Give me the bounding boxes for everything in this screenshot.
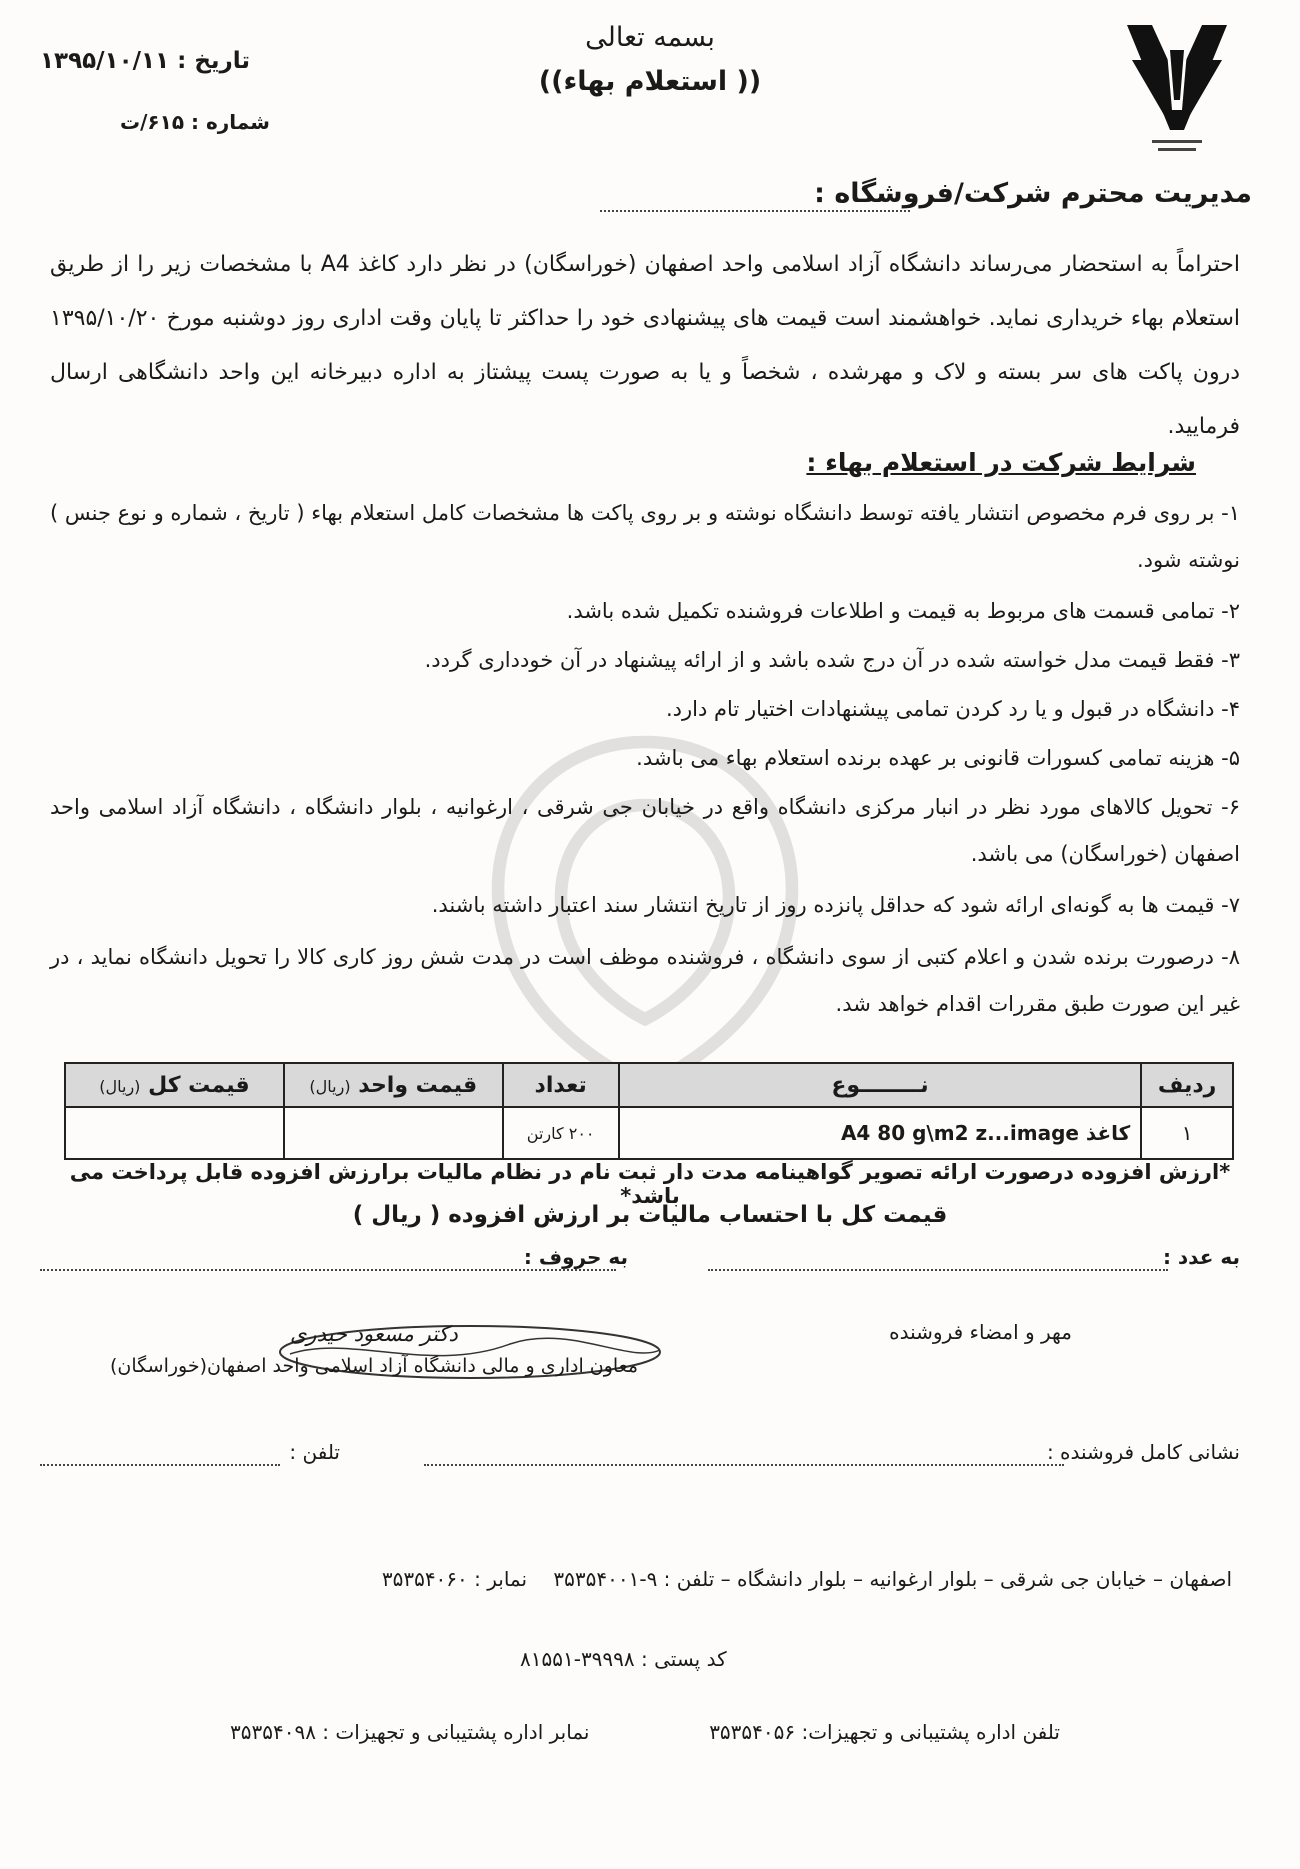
footer-fax: نمابر : ۳۵۳۵۴۰۶۰ <box>381 1567 528 1591</box>
seller-seal-label: مهر و امضاء فروشنده <box>889 1320 1072 1344</box>
condition-item-5: ۵- هزینه تمامی کسورات قانونی بر عهده برنده استعلام بهاء می باشد. <box>636 746 1240 770</box>
document-title: (( استعلام بهاء)) <box>538 66 762 97</box>
table-header-row <box>65 1063 1233 1107</box>
seller-address-line <box>40 1440 1240 1474</box>
cell-row-number: ۱ <box>1141 1107 1233 1159</box>
date-line <box>40 48 250 74</box>
conditions-title: شرایط شرکت در استعلام بهاء : <box>806 448 1196 477</box>
number-label: شماره : <box>191 110 270 134</box>
condition-item-4: ۴- دانشگاه در قبول و یا رد کردن تمامی پیشنهادات اختیار تام دارد. <box>666 697 1240 721</box>
header-row-number: ردیف <box>1141 1063 1233 1107</box>
header-unit-price-label: قیمت واحد <box>358 1072 478 1098</box>
seller-address-label: نشانی کامل فروشنده : <box>1046 1440 1240 1464</box>
header-unit-price-rial: (ریال) <box>309 1076 351 1096</box>
university-logo <box>1122 20 1232 170</box>
amount-numeric-field[interactable] <box>708 1269 1168 1271</box>
number-line <box>120 110 270 134</box>
condition-item-2: ۲- تمامی قسمت های مربوط به قیمت و اطلاعات فروشنده تکمیل شده باشد. <box>566 599 1240 623</box>
header-qty: تعداد <box>503 1063 619 1107</box>
seller-phone-field[interactable] <box>40 1464 280 1466</box>
amount-words-field[interactable] <box>40 1269 616 1271</box>
bismillah-heading: بسمه تعالی <box>585 22 715 53</box>
header-total-price-label: قیمت کل <box>148 1072 250 1098</box>
condition-item-3: ۳- فقط قیمت مدل خواسته شده در آن درج شده باشد و از ارائه پیشنهاد در آن خودداری گردد. <box>424 648 1240 672</box>
amount-numeric-label: به عدد : <box>1162 1245 1240 1269</box>
total-price-title: قیمت کل با احتساب مالیات بر ارزش افزوده ( ریال ) <box>352 1202 948 1228</box>
date-value: ۱۳۹۵/۱۰/۱۱ <box>40 48 170 74</box>
header-type: نــــــــوع <box>619 1063 1142 1107</box>
condition-item-8: ۸- درصورت برنده شدن و اعلام کتبی از سوی دانشگاه ، فروشنده موظف است در مدت شش روز کاری کالا را تحویل دانشگاه نماید ، در غیر این صورت طبق مقررات اقدام خواهد شد. <box>50 945 1240 1016</box>
amount-words-label: به حروف : <box>523 1245 628 1269</box>
condition-item-1: ۱- بر روی فرم مخصوص انتشار یافته توسط دانشگاه نوشته و بر روی پاکت ها مشخصات کامل استعلام بهاء ( تاریخ ، شماره و نوع جنس ) نوشته شود. <box>50 501 1240 572</box>
postal-code: کد پستی : ۳۹۹۹۸-۸۱۵۵۱ <box>520 1647 727 1671</box>
table-row <box>65 1107 1233 1159</box>
date-label: تاریخ : <box>177 48 251 74</box>
vat-note: *ارزش افزوده درصورت ارائه تصویر گواهینامه مدت دار ثبت نام در نظام مالیات برارزش افزوده قابل پرداخت می باشد* <box>69 1160 1231 1208</box>
university-emblem-icon <box>1122 20 1232 170</box>
condition-item-7: ۷- قیمت ها به گونه‌ای ارائه شود که حداقل پانزده روز از تاریخ انتشار سند اعتبار داشته باشند. <box>431 893 1240 917</box>
cell-type: کاغذ A4 80 g\m2 z...image <box>619 1107 1142 1159</box>
seller-phone-label: تلفن : <box>289 1440 340 1464</box>
signer-name: دکتر مسعود حیدری <box>290 1322 458 1346</box>
signer-title: معاون اداری و مالی دانشگاه آزاد اسلامی واحد اصفهان(خوراسگان) <box>110 1355 639 1377</box>
amount-line <box>40 1245 1240 1279</box>
support-fax: نمابر اداره پشتیبانی و تجهیزات : ۳۵۳۵۴۰۹۸ <box>230 1720 590 1744</box>
header-total-price <box>65 1063 284 1107</box>
cell-total-price[interactable] <box>65 1107 284 1159</box>
seller-address-field[interactable] <box>424 1464 1064 1466</box>
header-total-price-rial: (ریال) <box>99 1076 141 1096</box>
footer-address-text: اصفهان – خیابان جی شرقی – بلوار ارغوانیه – بلوار دانشگاه – تلفن : ۹-۳۵۳۵۴۰۰۱ <box>553 1567 1232 1591</box>
cell-unit-price[interactable] <box>284 1107 503 1159</box>
condition-item-6: ۶- تحویل کالاهای مورد نظر در انبار مرکزی دانشگاه واقع در خیابان جی شرقی ، ارغوانیه ، بلوار دانشگاه ، دانشگاه آزاد اسلامی واحد اصفهان (خوراسگان) می باشد. <box>50 795 1240 866</box>
header-unit-price <box>284 1063 503 1107</box>
addressee-heading: مدیریت محترم شرکت/فروشگاه : <box>814 178 1252 209</box>
support-phone: تلفن اداره پشتیبانی و تجهیزات: ۳۵۳۵۴۰۵۶ <box>709 1720 1060 1744</box>
items-table <box>64 1062 1234 1160</box>
cell-qty: ۲۰۰ کارتن <box>503 1107 619 1159</box>
number-value: ۶۱۵/ت <box>120 110 185 134</box>
addressee-fill-line <box>600 210 910 212</box>
intro-paragraph: احتراماً به استحضار می‌رساند دانشگاه آزاد اسلامی واحد اصفهان (خوراسگان) در نظر دارد کاغذ A4 با مشخصات زیر را از طریق استعلام بهاء خریداری نماید. خواهشمند است قیمت های پیشنهادی خود را حداکثر تا پایان وقت اداری روز دوشنبه مورخ ۱۳۹۵/۱۰/۲۰ درون پاکت های سر بسته و لاک و مهرشده ، شخصاً و یا به صورت پست پیشتاز به اداره دبیرخانه این واحد دانشگاهی ارسال فرمایید. <box>50 252 1240 439</box>
footer-address <box>160 1567 1232 1591</box>
